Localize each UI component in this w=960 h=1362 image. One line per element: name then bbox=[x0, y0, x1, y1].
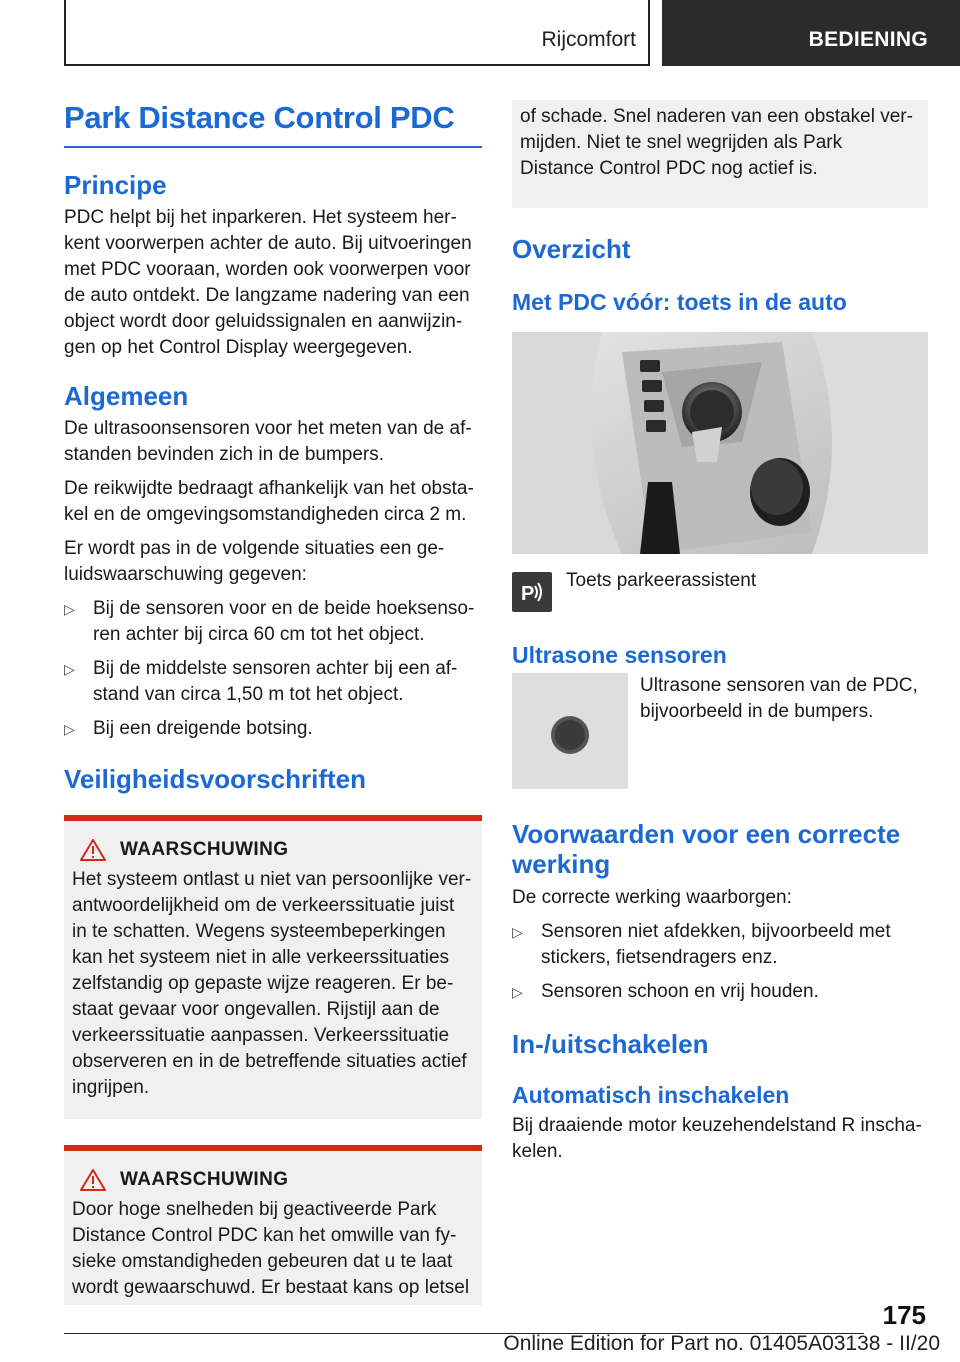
warning-continuation-text: of schade. Snel naderen van een obstakel vermijden. Niet te snel wegrijden als Park Distance Control PDC nog actief is. bbox=[520, 106, 913, 179]
warning-header bbox=[80, 1169, 474, 1191]
algemeen-p3: Er wordt pas in de volgende situaties een geluidswaarschuwing gegeven: bbox=[64, 538, 445, 585]
algemeen-heading: Algemeen bbox=[64, 381, 189, 411]
principe-text: PDC helpt bij het inparkeren. Het systeem herkent voorwerpen achter de auto. Bij uitvoeringen met PDC vooraan, worden ook voorwerpen voor de auto ontdekt. De langzame nadering van een object wordt door geluidssignalen en aanwijzingen op het Control Display weergegeven. bbox=[64, 207, 472, 358]
warning-triangle-icon bbox=[80, 1169, 106, 1191]
inuit-heading: In-/uitschakelen bbox=[512, 1029, 709, 1059]
page-number: 175 bbox=[882, 1300, 926, 1330]
header-divider bbox=[648, 0, 650, 66]
header-section-title: Rijcomfort bbox=[541, 28, 636, 51]
warning-title: WAARSCHUWING bbox=[120, 839, 289, 860]
sensoren-heading: Ultrasone sensoren bbox=[512, 642, 727, 668]
bullet-triangle-icon: ▷ bbox=[64, 661, 75, 677]
left-column bbox=[64, 100, 482, 1305]
list-item: ▷ Sensoren niet afdekken, bijvoorbeeld met stickers, fietsendragers enz. bbox=[512, 921, 891, 968]
list-item: ▷ Bij de middelste sensoren achter bij een afstand van circa 1,50 m tot het object. bbox=[64, 658, 458, 705]
header-rule bbox=[64, 64, 650, 66]
overzicht-heading: Overzicht bbox=[512, 234, 631, 264]
bullet-triangle-icon: ▷ bbox=[512, 924, 523, 940]
list-item: ▷ Bij de sensoren voor en de beide hoeksensoren achter bij circa 60 cm tot het object. bbox=[64, 598, 475, 645]
header-chapter-tab bbox=[662, 0, 960, 66]
warning-header bbox=[80, 839, 474, 861]
footer-edition: Online Edition for Part no. 01405A03138 - II/20 bbox=[503, 1332, 940, 1355]
bullet-triangle-icon: ▷ bbox=[512, 984, 523, 1000]
veiligheid-heading: Veiligheidsvoorschriften bbox=[64, 764, 366, 794]
inuit-text: Bij draaiende motor keuzehendelstand R inschakelen. bbox=[512, 1115, 922, 1162]
sensoren-block bbox=[512, 673, 928, 789]
list-item: ▷ Bij een dreigende botsing. bbox=[64, 716, 482, 742]
algemeen-p1: De ultrasoonsensoren voor het meten van de afstanden bevinden zich in de bumpers. bbox=[64, 418, 472, 465]
center-console-illustration bbox=[512, 332, 928, 554]
header-left-border bbox=[64, 0, 66, 66]
header-chapter-label: BEDIENING bbox=[808, 28, 928, 51]
svg-text:P: P bbox=[521, 583, 535, 605]
inuit-subheading: Automatisch inschakelen bbox=[512, 1082, 790, 1108]
warning-continuation bbox=[512, 100, 928, 208]
sensor-image bbox=[512, 673, 628, 789]
bullet-triangle-icon: ▷ bbox=[64, 601, 75, 617]
warning-text: Het systeem ontlast u niet van persoonlijke verantwoordelijkheid om de verkeerssituatie juist in te schatten. Wegens systeembeperkingen kan het systeem niet in alle verkeerssituaties zelfstandig op gepaste wijze reageren. Er bestaat gevaar voor ongevallen. Rijstijl aan de verkeerssituatie aanpassen. Verkeerssituatie observeren en in de betreffende situaties actief ingrijpen. bbox=[72, 869, 472, 1098]
title-rule bbox=[64, 146, 482, 148]
right-column bbox=[512, 100, 928, 1165]
algemeen-p2: De reikwijdte bedraagt afhankelijk van het obstakel en de omgevingsomstandigheden circa 2 m. bbox=[64, 478, 474, 525]
voorwaarden-intro: De correcte werking waarborgen: bbox=[512, 887, 792, 908]
voorwaarden-heading: Voorwaarden voor een correcte werking bbox=[512, 819, 901, 879]
button-legend bbox=[512, 572, 928, 612]
warning-text: Door hoge snelheden bij geactiveerde Park Distance Control PDC kan het omwille van fysieke omstandigheden gebeuren dat u te laat wordt gewaarschuwd. Er bestaat kans op letsel bbox=[72, 1199, 470, 1298]
page-title: Park Distance Control PDC bbox=[64, 100, 455, 135]
park-assist-icon bbox=[512, 572, 552, 612]
warning-box bbox=[64, 815, 482, 1119]
warning-box bbox=[64, 1145, 482, 1305]
sensoren-text: Ultrasone sensoren van de PDC, bijvoorbeeld in de bumpers. bbox=[640, 675, 918, 722]
warning-triangle-icon bbox=[80, 839, 106, 861]
bullet-triangle-icon: ▷ bbox=[64, 721, 75, 737]
principe-heading: Principe bbox=[64, 170, 167, 200]
park-assist-label: Toets parkeerassistent bbox=[566, 570, 757, 591]
list-item: ▷ Sensoren schoon en vrij houden. bbox=[512, 979, 928, 1005]
center-console-image bbox=[512, 332, 928, 554]
overzicht-subheading: Met PDC vóór: toets in de auto bbox=[512, 289, 847, 315]
warning-title: WAARSCHUWING bbox=[120, 1169, 289, 1190]
